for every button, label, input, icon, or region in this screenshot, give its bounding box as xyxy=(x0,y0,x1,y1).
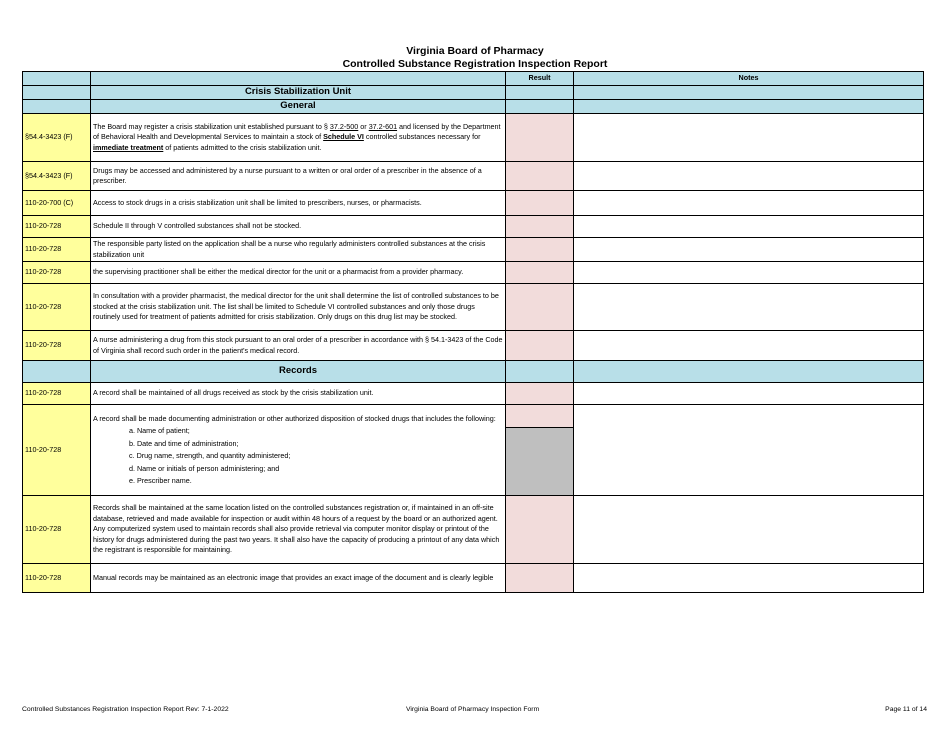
table-row xyxy=(23,114,924,162)
section-row-unit xyxy=(23,86,924,100)
ref-column-header xyxy=(23,72,91,86)
table-row xyxy=(23,191,924,216)
list-item: e. Prescriber name. xyxy=(129,476,192,485)
report-title-line-2: Controlled Substance Registration Inspection Report xyxy=(342,58,608,70)
section-title-unit: Crisis Stabilization Unit xyxy=(91,86,506,100)
requirement-text: Schedule II through V controlled substances shall not be stocked. xyxy=(91,216,506,238)
table-row xyxy=(23,262,924,284)
notes-column-header: Notes xyxy=(574,72,924,86)
requirement-text: Manual records may be maintained as an electronic image that provides an exact image of the document and is clearly legible xyxy=(91,564,506,593)
result-column-header: Result xyxy=(506,72,574,86)
result-cell[interactable] xyxy=(506,383,574,405)
table-row xyxy=(23,216,924,238)
result-cell[interactable] xyxy=(506,496,574,564)
notes-cell[interactable] xyxy=(574,284,924,331)
regulation-ref: §54.4-3423 (F) xyxy=(23,114,91,162)
regulation-ref: 110-20-728 xyxy=(23,405,91,496)
result-cell[interactable] xyxy=(506,564,574,593)
result-cell[interactable] xyxy=(506,114,574,162)
table-row xyxy=(23,331,924,361)
section-title-general: General xyxy=(91,100,506,114)
report-title-line-1: Virginia Board of Pharmacy xyxy=(406,45,544,57)
statute-link-37-2-601[interactable]: 37.2-601 xyxy=(368,121,398,131)
regulation-ref: 110-20-728 xyxy=(23,564,91,593)
regulation-ref: 110-20-728 xyxy=(23,238,91,262)
requirement-text: The Board may register a crisis stabilization unit established pursuant to § 37.2-500 or 37.2-601 and licensed by the Department of Behavioral Health and Developmental Services to maintain a stock of Schedule VI controlled substances necessary for immediate treatment of patients admitted to the crisis stabilization unit. xyxy=(91,114,506,162)
section-row-records xyxy=(23,361,924,383)
text-column-header xyxy=(91,72,506,86)
regulation-ref: 110-20-728 xyxy=(23,262,91,284)
notes-cell[interactable] xyxy=(574,191,924,216)
result-cell[interactable] xyxy=(506,191,574,216)
notes-cell[interactable] xyxy=(574,331,924,361)
requirement-text: A record shall be maintained of all drugs received as stock by the crisis stabilization unit. xyxy=(91,383,506,405)
list-item: c. Drug name, strength, and quantity administered; xyxy=(129,451,291,460)
requirement-text: The responsible party listed on the application shall be a nurse who regularly administers controlled substances at the crisis stabilization unit xyxy=(91,238,506,262)
notes-cell[interactable] xyxy=(574,238,924,262)
regulation-ref: 110-20-728 xyxy=(23,216,91,238)
table-row xyxy=(23,284,924,331)
requirement-text: In consultation with a provider pharmacist, the medical director for the unit shall determine the list of controlled substances to be stocked at the crisis stabilization unit. The list shall be limited to Schedule VI controlled substances and only those drugs routinely used for treatment of patients admitted for crisis stabilization. Only drugs on this drug list may be stocked. xyxy=(91,284,506,331)
table-row xyxy=(23,405,924,496)
requirement-text: A nurse administering a drug from this stock pursuant to an oral order of a prescriber in accordance with § 54.1-3423 of the Code of Virginia shall record such order in the patient's medical record. xyxy=(91,331,506,361)
footer-page-number: Page 11 of 14 xyxy=(885,706,927,713)
requirement-text: Records shall be maintained at the same location listed on the controlled substances registration or, if maintained in an off-site database, retrieved and made available for inspection or audit within 48 hours of a request by the board or an authorized agent. Any computerized system used to maintain records shall also provide retrieval via computer monitor display or printout of the history for drugs administered during the past two years. It shall also have the capacity of producing a printout of any data which the registrant is responsible for maintaining. xyxy=(91,496,506,564)
table-row xyxy=(23,162,924,191)
regulation-ref: §54.4-3423 (F) xyxy=(23,162,91,191)
result-cell[interactable] xyxy=(506,162,574,191)
table-row xyxy=(23,238,924,262)
section-row-general xyxy=(23,100,924,114)
statute-link-37-2-500[interactable]: 37.2-500 xyxy=(329,121,359,131)
column-header-row xyxy=(23,72,924,86)
footer-revision: Controlled Substances Registration Inspection Report Rev: 7-1-2022 xyxy=(22,706,229,713)
notes-cell[interactable] xyxy=(574,216,924,238)
requirement-text: A record shall be made documenting administration or other authorized disposition of stocked drugs that includes the following: a. Name of patient; b. Date and time of administration; c. Drug name, strength, and quantity administered; d. Name or initials of person administering; and e. Prescriber name. xyxy=(91,405,506,496)
list-item: b. Date and time of administration; xyxy=(129,438,239,448)
notes-cell[interactable] xyxy=(574,114,924,162)
regulation-ref: 110-20-728 xyxy=(23,284,91,331)
result-cell[interactable] xyxy=(506,405,574,496)
regulation-ref: 110-20-700 (C) xyxy=(23,191,91,216)
list-item: a. Name of patient; xyxy=(129,426,190,435)
result-cell[interactable] xyxy=(506,284,574,331)
result-cell[interactable] xyxy=(506,238,574,262)
notes-cell[interactable] xyxy=(574,262,924,284)
notes-cell[interactable] xyxy=(574,496,924,564)
result-entry[interactable] xyxy=(506,405,573,428)
requirement-text: Access to stock drugs in a crisis stabilization unit shall be limited to prescribers, nurses, or pharmacists. xyxy=(91,191,506,216)
result-cell[interactable] xyxy=(506,216,574,238)
regulation-ref: 110-20-728 xyxy=(23,331,91,361)
notes-cell[interactable] xyxy=(574,383,924,405)
inspection-table xyxy=(22,71,924,593)
result-cell[interactable] xyxy=(506,331,574,361)
section-title-records: Records xyxy=(91,361,506,383)
notes-cell[interactable] xyxy=(574,564,924,593)
regulation-ref: 110-20-728 xyxy=(23,383,91,405)
regulation-ref: 110-20-728 xyxy=(23,496,91,564)
requirement-text: the supervising practitioner shall be either the medical director for the unit or a pharmacist from a provider pharmacy. xyxy=(91,262,506,284)
requirement-text: Drugs may be accessed and administered by a nurse pursuant to a written or oral order of a prescriber in the absence of a prescriber. xyxy=(91,162,506,191)
result-cell[interactable] xyxy=(506,262,574,284)
footer-form-name: Virginia Board of Pharmacy Inspection Form xyxy=(406,706,540,713)
table-row xyxy=(23,564,924,593)
notes-cell[interactable] xyxy=(574,162,924,191)
result-disabled-area xyxy=(506,428,573,495)
list-item: d. Name or initials of person administering; and xyxy=(129,463,280,473)
table-row xyxy=(23,383,924,405)
notes-cell[interactable] xyxy=(574,405,924,496)
table-row xyxy=(23,496,924,564)
